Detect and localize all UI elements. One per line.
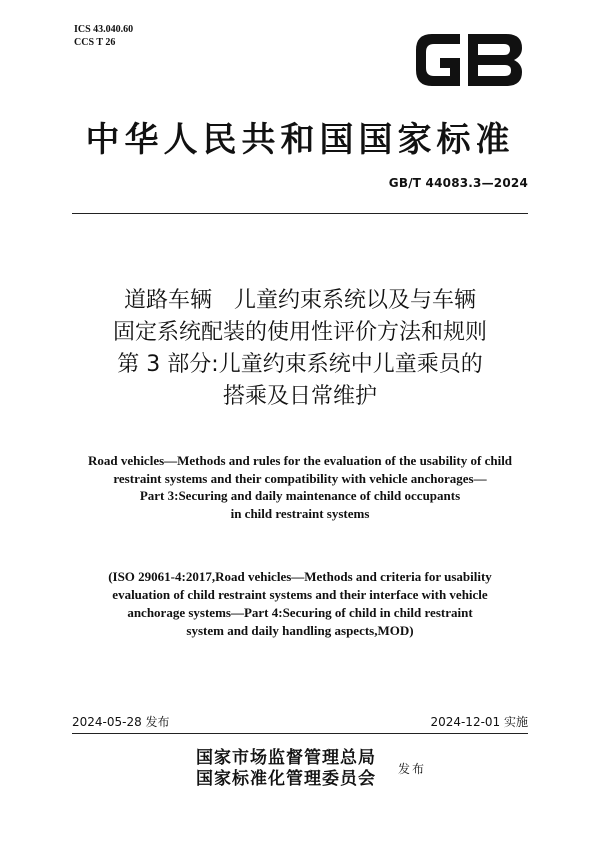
chinese-title xyxy=(0,285,600,413)
english-title-line: Road vehicles—Methods and rules for the evaluation of the usability of child xyxy=(87,453,513,468)
standard-number: GB/T 44083.3—2024 xyxy=(388,176,528,190)
ics-code: ICS 43.040.60 xyxy=(74,24,134,35)
english-title-line: Part 3:Securing and daily maintenance of child occupants xyxy=(139,488,461,503)
issuer-name: 国家标准化管理委员会 xyxy=(196,769,376,789)
publish-date: 2024-05-28 发布 xyxy=(72,715,170,729)
effective-date: 2024-12-01 实施 xyxy=(430,715,528,729)
chinese-title-line: 固定系统配装的使用性评价方法和规则 xyxy=(112,320,487,345)
iso-reference-line: evaluation of child restraint systems and their interface with vehicle xyxy=(112,587,488,602)
english-title-line: restraint systems and their compatibility with vehicle anchorages— xyxy=(113,470,487,486)
chinese-title-line: 道路车辆 儿童约束系统以及与车辆 xyxy=(123,288,476,313)
classification-codes xyxy=(74,23,133,49)
iso-reference-line: anchorage systems—Part 4:Securing of child in child restraint xyxy=(127,605,473,620)
gb-logo-icon xyxy=(410,28,528,92)
issuing-authorities xyxy=(196,748,376,790)
header-divider xyxy=(72,213,528,214)
issuer-name: 国家市场监督管理总局 xyxy=(196,748,376,768)
organization-title: 中华人民共和国国家标准 xyxy=(85,120,515,160)
english-title xyxy=(0,452,600,522)
footer-divider xyxy=(72,733,528,734)
iso-reference xyxy=(0,568,600,640)
english-title-line: in child restraint systems xyxy=(230,505,370,521)
chinese-title-line: 第 3 部分:儿童约束系统中儿童乘员的 xyxy=(117,352,483,377)
ccs-code: CCS T 26 xyxy=(74,37,116,48)
iso-reference-line: (ISO 29061-4:2017,Road vehicles—Methods and criteria for usability xyxy=(108,569,492,584)
iso-reference-line: system and daily handling aspects,MOD) xyxy=(186,623,414,638)
chinese-title-line: 搭乘及日常维护 xyxy=(222,384,377,409)
issue-label: 发布 xyxy=(398,762,427,776)
